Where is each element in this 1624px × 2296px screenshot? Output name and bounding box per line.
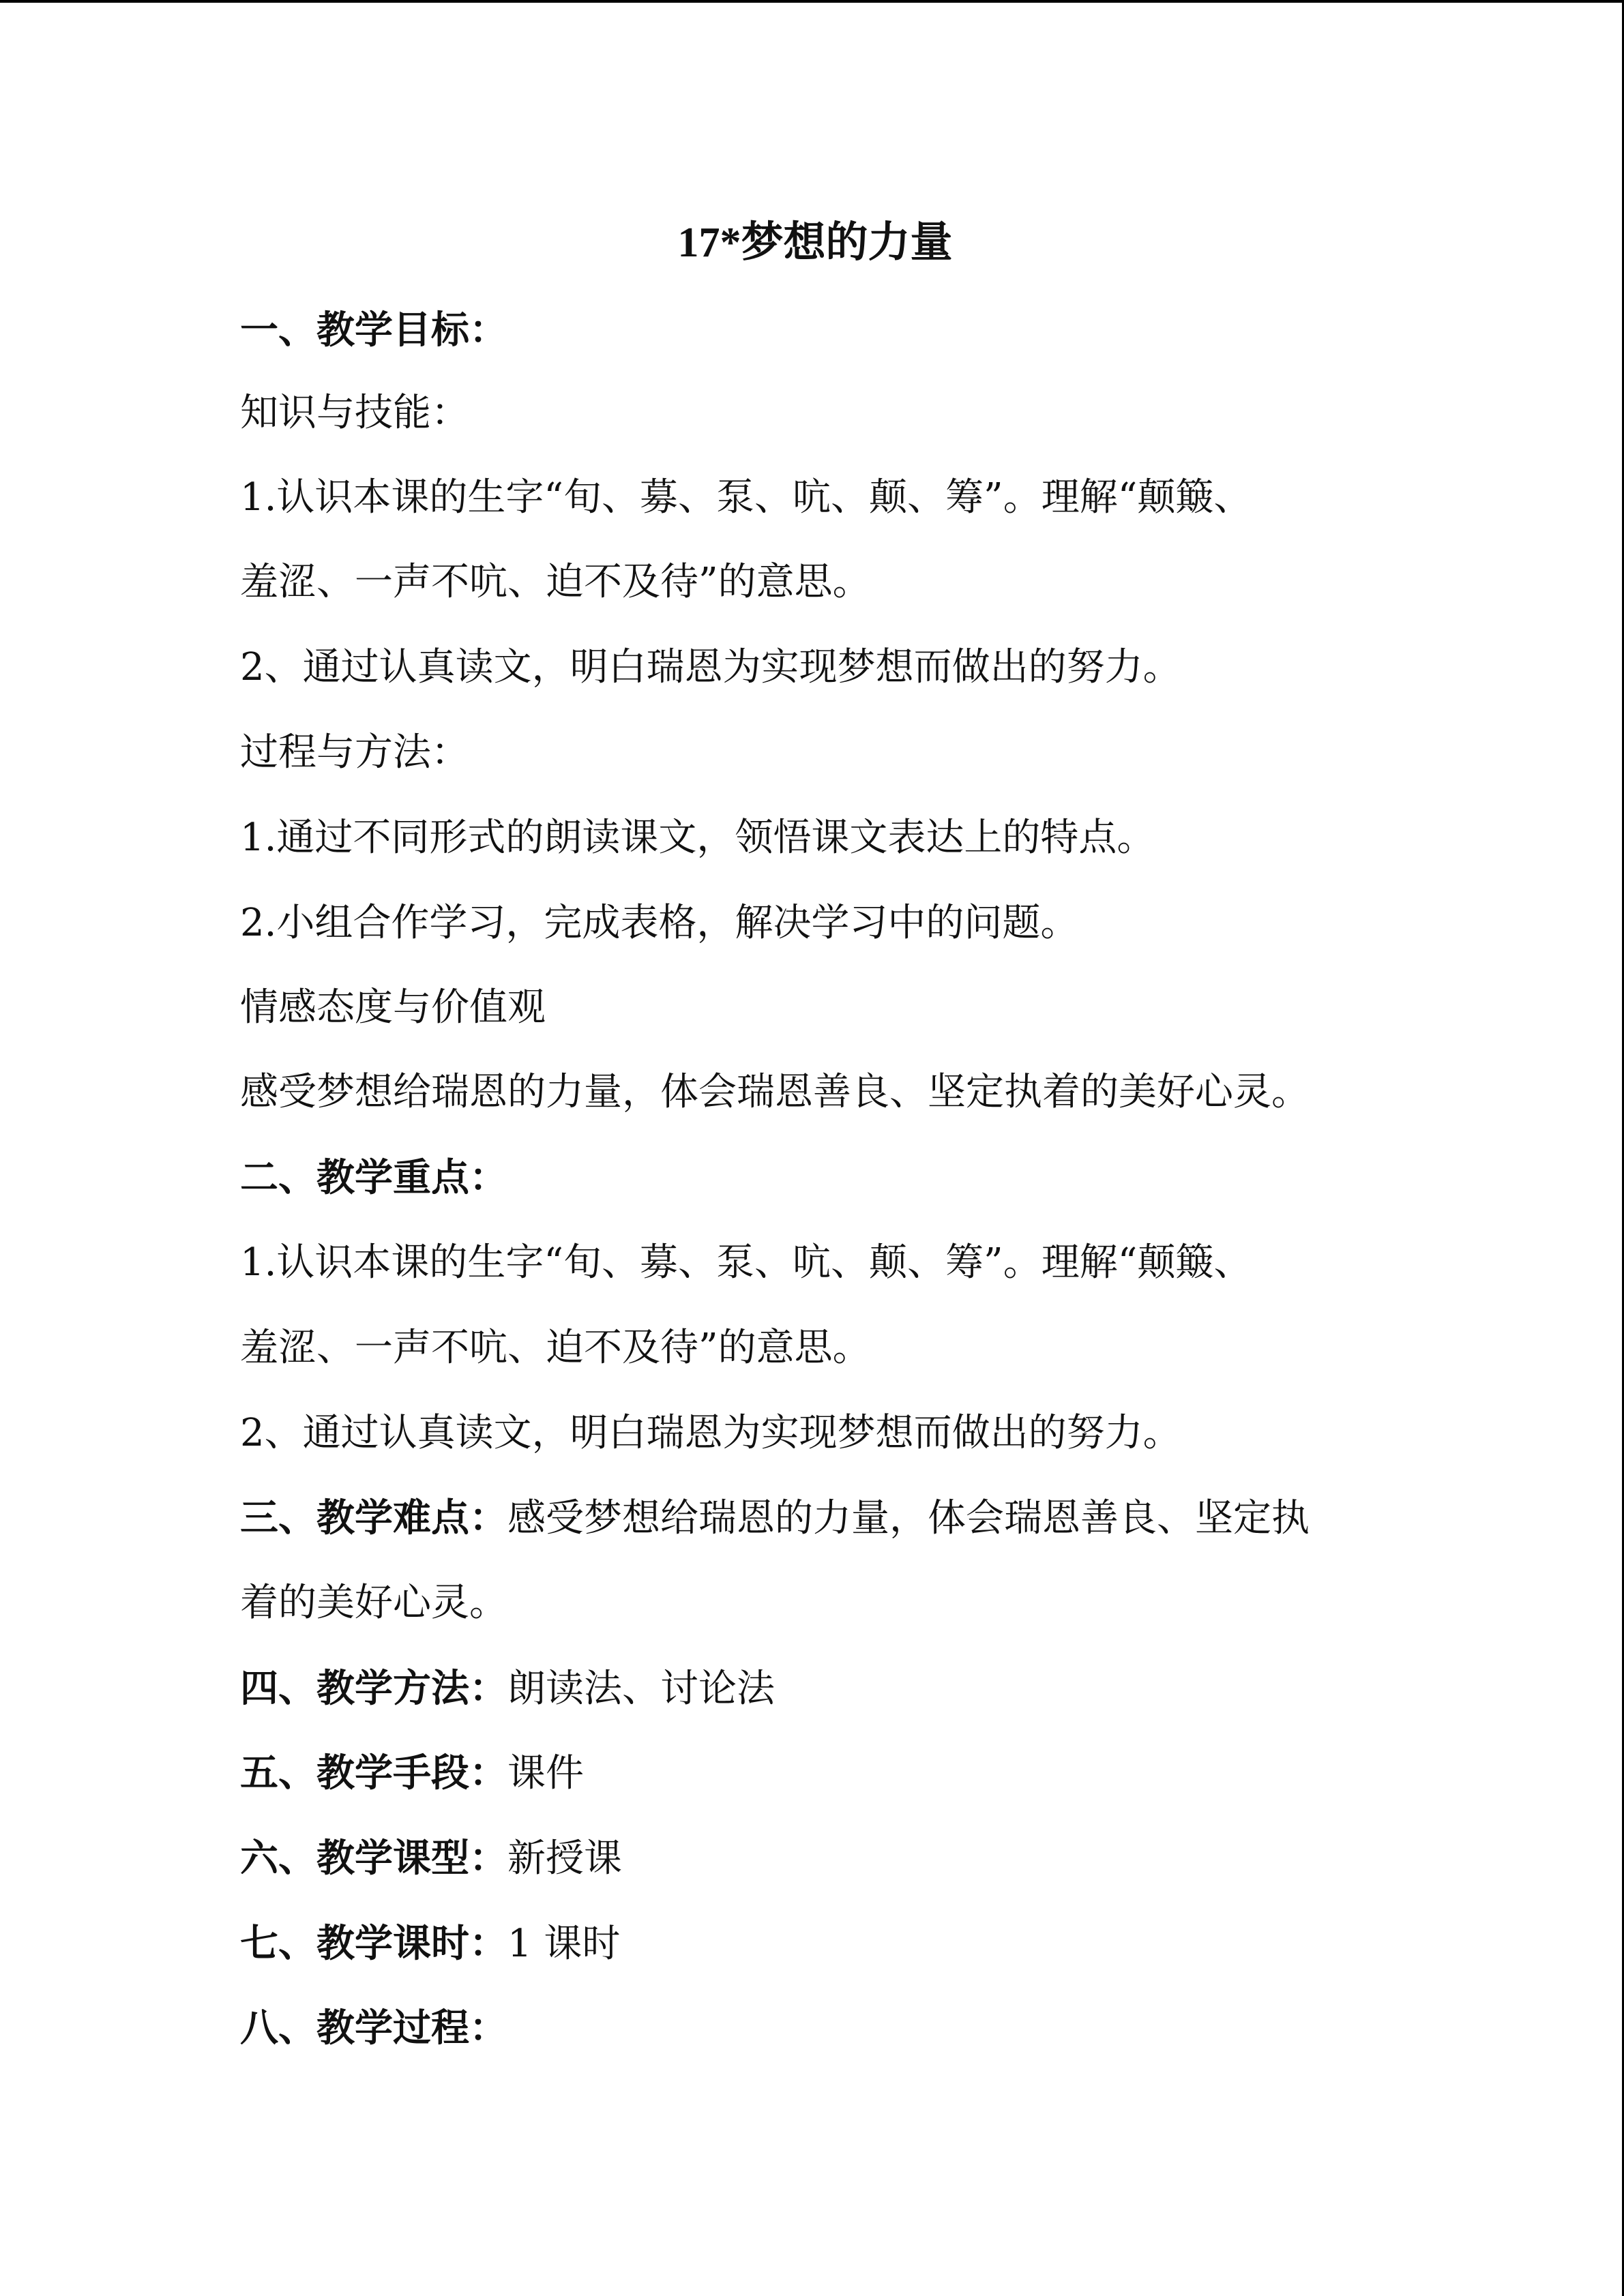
section-1-heading: 一、教学目标： [240,308,507,353]
section-3-text: 感受梦想给瑞恩的力量，体会瑞恩善良、坚定执 [507,1496,1310,1540]
section-3-heading: 三、教学难点： [240,1495,507,1540]
goal-1-line-2: 羞涩、一声不吭、迫不及待”的意思。 [240,560,871,604]
process-1: 1.通过不同形式的朗读课文，领悟课文表达上的特点。 [240,816,1155,860]
goal-1-line-1: 1.认识本课的生字“旬、募、泵、吭、颠、筹”。理解“颠簸、 [240,475,1252,520]
subheading-knowledge-skills: 知识与技能： [240,391,469,435]
subheading-process-method: 过程与方法： [240,730,469,775]
section-3-line-2: 着的美好心灵。 [240,1581,507,1625]
section-4-text: 朗读法、讨论法 [507,1667,775,1711]
key-point-1-line-1: 1.认识本课的生字“旬、募、泵、吭、颠、筹”。理解“颠簸、 [240,1240,1252,1285]
section-3-line-1 [240,1492,1310,1544]
process-2: 2.小组合作学习，完成表格，解决学习中的问题。 [240,901,1079,945]
document-title: 17*梦想的力量 [677,220,953,266]
section-7 [240,1918,620,1969]
section-6-text: 新授课 [507,1836,622,1881]
goal-2: 2、通过认真读文，明白瑞恩为实现梦想而做出的努力。 [240,645,1181,689]
section-6-heading: 六、教学课型： [240,1836,507,1881]
section-4-heading: 四、教学方法： [240,1666,507,1711]
section-2-heading: 二、教学重点： [240,1155,507,1200]
section-5-heading: 五、教学手段： [240,1750,507,1795]
key-point-2: 2、通过认真读文，明白瑞恩为实现梦想而做出的努力。 [240,1411,1181,1455]
section-7-text: 1 课时 [507,1922,621,1966]
emotion-goal: 感受梦想给瑞恩的力量，体会瑞恩善良、坚定执着的美好心灵。 [240,1070,1310,1114]
section-6 [240,1832,622,1884]
section-8-heading: 八、教学过程： [240,2006,507,2051]
subheading-emotion-values: 情感态度与价值观 [240,985,546,1030]
key-point-1-line-2: 羞涩、一声不吭、迫不及待”的意思。 [240,1326,871,1370]
section-5 [240,1747,584,1799]
section-7-heading: 七、教学课时： [240,1921,507,1966]
section-4 [240,1663,775,1714]
section-5-text: 课件 [507,1751,584,1795]
